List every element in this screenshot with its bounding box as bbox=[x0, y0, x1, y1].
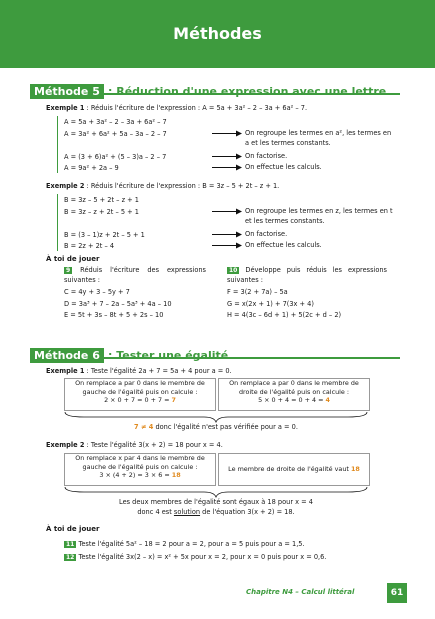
ex10-line-1: F = 3(2 + 7a) – 5a bbox=[227, 288, 288, 296]
chapter-footer: Chapitre N4 – Calcul littéral bbox=[246, 588, 355, 596]
ex2-explanation-3: On effectue les calculs. bbox=[245, 241, 322, 249]
exercise-number: 12 bbox=[66, 554, 75, 561]
arrow-icon bbox=[212, 130, 242, 137]
ex1-conclusion: 7 ≠ 4 donc l'égalité n'est pas vérifiée pour a = 0. bbox=[134, 423, 298, 431]
brace-icon bbox=[64, 411, 368, 423]
arrow-icon bbox=[212, 153, 242, 160]
arrow-icon bbox=[212, 231, 242, 238]
ex1-rule bbox=[57, 116, 58, 173]
methode5-title: : Réduction d'une expression avec une lettre bbox=[108, 85, 387, 98]
ex1-left-box: On remplace a par 0 dans le membre de gauche de l'égalité puis on calcule : 2 × 0 + 7 = 0 + 7 = 7 bbox=[64, 378, 216, 411]
arrow-icon bbox=[212, 208, 242, 215]
methode5-badge: Méthode 5 bbox=[30, 84, 104, 99]
exercise-12: 12 Teste l'égalité 3x(2 – x) = x² + 5x pour x = 2, pour x = 0 puis pour x = 0,6. bbox=[66, 553, 327, 561]
ex2-left-box: On remplace x par 4 dans le membre de gauche de l'égalité puis on calcule : 3 × (4 + 2) = 3 × 6 = 18 bbox=[64, 453, 216, 486]
a-toi-de-jouer-heading: À toi de jouer bbox=[46, 255, 100, 263]
ex2-line-4: B = 2z + 2t – 4 bbox=[64, 242, 115, 250]
page-title: Méthodes bbox=[173, 24, 262, 43]
ex2-line-2: B = 3z – z + 2t – 5 + 1 bbox=[64, 208, 139, 216]
methode5-ex2-statement: Exemple 2 : Réduis l'écriture de l'expression : B = 3z – 5 + 2t – z + 1. bbox=[46, 182, 280, 190]
ex2-conclusion-2: donc 4 est solution de l'équation 3(x + 2) = 18. bbox=[137, 508, 295, 516]
ex2-rule bbox=[57, 194, 58, 251]
methode5-ex1-statement: Exemple 1 : Réduis l'écriture de l'expression : A = 5a + 3a² – 2 – 3a + 6a² – 7. bbox=[46, 104, 308, 112]
ex2-line-1: B = 3z – 5 + 2t – z + 1 bbox=[64, 196, 139, 204]
a-toi-de-jouer-heading: À toi de jouer bbox=[46, 525, 100, 533]
ex10-line-2: G = x(2x + 1) + 7(3x + 4) bbox=[227, 300, 314, 308]
methode6-ex2-statement: Exemple 2 : Teste l'égalité 3(x + 2) = 18 pour x = 4. bbox=[46, 441, 223, 449]
ex9-line-2: D = 3a³ + 7 – 2a – 5a³ + 4a – 10 bbox=[64, 300, 172, 308]
ex1-right-box: On remplace a par 0 dans le membre de droite de l'égalité puis on calcule : 5 × 0 + 4 = 0 + 4 = 4 bbox=[218, 378, 370, 411]
exercise-number: 9 bbox=[66, 267, 71, 274]
ex1-line-4: A = 9a² + 2a – 9 bbox=[64, 164, 119, 172]
ex1-line-1: A = 5a + 3a² – 2 – 3a + 6a² – 7 bbox=[64, 118, 167, 126]
methode6-ex1-statement: Exemple 1 : Teste l'égalité 2a + 7 = 5a + 4 pour a = 0. bbox=[46, 367, 232, 375]
arrow-icon bbox=[212, 242, 242, 249]
exercise-number: 11 bbox=[66, 541, 75, 548]
methode6-badge: Méthode 6 bbox=[30, 348, 104, 363]
exercise-number: 10 bbox=[229, 267, 238, 274]
ex1-explanation-2: On factorise. bbox=[245, 152, 288, 160]
exercise-11: 11 Teste l'égalité 5a² – 18 = 2 pour a = 2, pour a = 5 puis pour a = 1,5. bbox=[66, 540, 305, 548]
ex9-line-1: C = 4y + 3 – 5y + 7 bbox=[64, 288, 130, 296]
ex2-right-box: Le membre de droite de l'égalité vaut 18 bbox=[218, 453, 370, 486]
ex1-line-2: A = 3a² + 6a² + 5a – 3a – 2 – 7 bbox=[64, 130, 167, 138]
exercise-9: 9 Réduis l'écriture des expressions suivantes : bbox=[64, 266, 206, 284]
exercise-10: 10 Développe puis réduis les expressions suivantes : bbox=[227, 266, 387, 284]
ex2-line-3: B = (3 – 1)z + 2t – 5 + 1 bbox=[64, 231, 145, 239]
ex10-line-3: H = 4(3c – 6d + 1) + 5(2c + d – 2) bbox=[227, 311, 342, 319]
ex2-explanation-2: On factorise. bbox=[245, 230, 288, 238]
methode6-title: : Tester une égalité bbox=[108, 349, 229, 362]
ex1-explanation-1: On regroupe les termes en a², les termes en a et les termes constants. bbox=[245, 129, 392, 147]
arrow-icon bbox=[212, 164, 242, 171]
ex2-conclusion-1: Les deux membres de l'égalité sont égaux à 18 pour x = 4 bbox=[119, 498, 313, 506]
page-number: 61 bbox=[387, 583, 407, 603]
brace-icon bbox=[64, 486, 368, 498]
ex9-line-3: E = 5t + 3s – 8t + 5 + 2s – 10 bbox=[64, 311, 164, 319]
ex2-explanation-1: On regroupe les termes en z, les termes en t et les termes constants. bbox=[245, 207, 393, 225]
ex1-explanation-3: On effectue les calculs. bbox=[245, 163, 322, 171]
ex1-line-3: A = (3 + 6)a² + (5 – 3)a – 2 – 7 bbox=[64, 153, 167, 161]
